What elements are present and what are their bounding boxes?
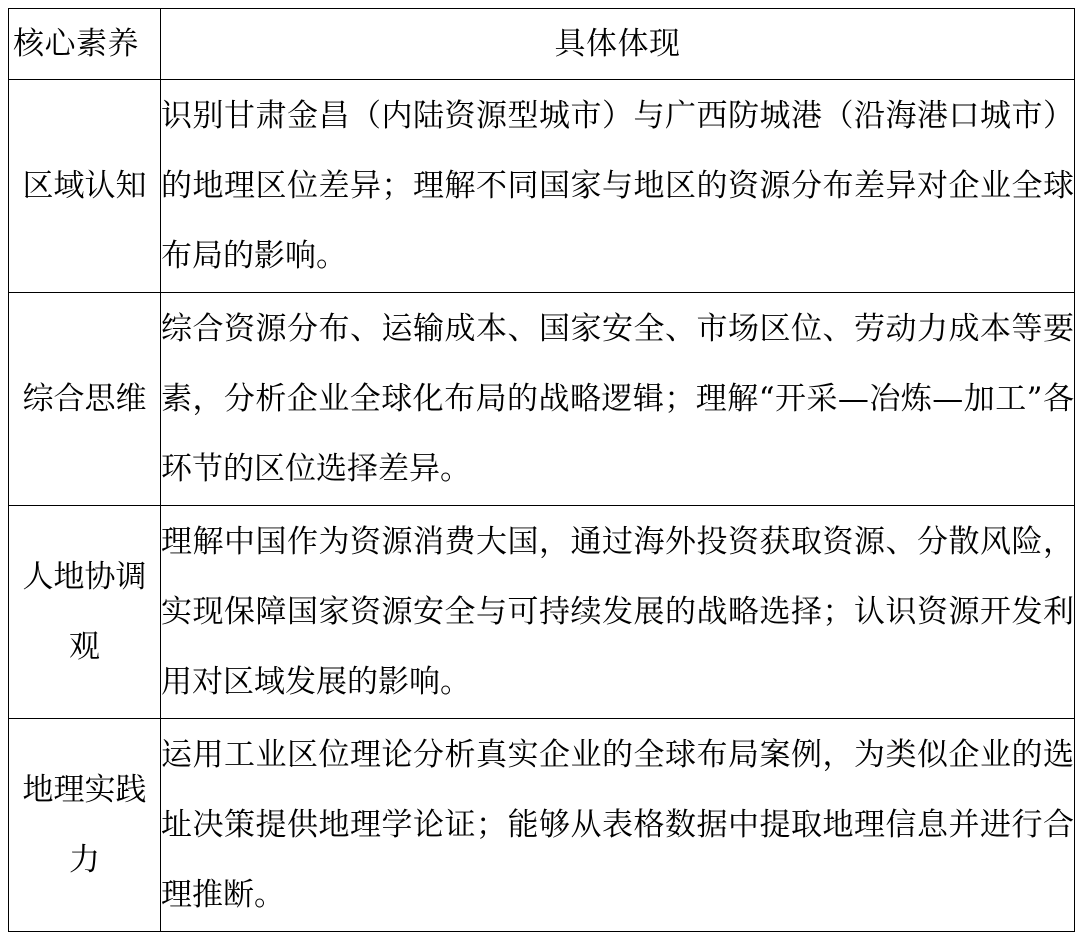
header-specific-manifestation: 具体体现 [161, 9, 1075, 80]
competency-name: 地理实践力 [9, 719, 161, 932]
competency-description: 综合资源分布、运输成本、国家安全、市场区位、劳动力成本等要素，分析企业全球化布局的战略逻辑；理解“开采—冶炼—加工”各环节的区位选择差异。 [161, 293, 1075, 506]
table-row [9, 80, 1075, 293]
table-row [9, 719, 1075, 932]
table-row [9, 293, 1075, 506]
competency-name: 人地协调观 [9, 506, 161, 719]
table-header-row [9, 9, 1075, 80]
competency-name: 综合思维 [9, 293, 161, 506]
table-row [9, 506, 1075, 719]
header-core-competency: 核心素养 [9, 9, 161, 80]
competency-table [8, 8, 1075, 932]
competency-description: 识别甘肃金昌（内陆资源型城市）与广西防城港（沿海港口城市）的地理区位差异；理解不同国家与地区的资源分布差异对企业全球布局的影响。 [161, 80, 1075, 293]
competency-description: 理解中国作为资源消费大国，通过海外投资获取资源、分散风险，实现保障国家资源安全与可持续发展的战略选择；认识资源开发利用对区域发展的影响。 [161, 506, 1075, 719]
competency-name: 区域认知 [9, 80, 161, 293]
competency-description: 运用工业区位理论分析真实企业的全球布局案例，为类似企业的选址决策提供地理学论证；能够从表格数据中提取地理信息并进行合理推断。 [161, 719, 1075, 932]
